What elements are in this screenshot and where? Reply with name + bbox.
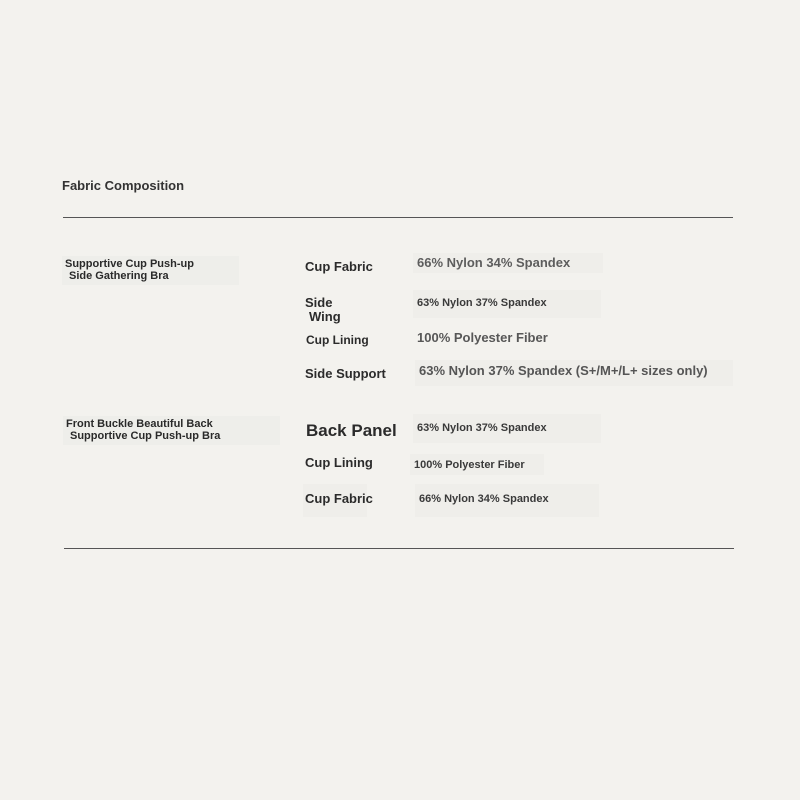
product-name-line1: Supportive Cup Push-up — [65, 258, 194, 270]
composition-value: 100% Polyester Fiber — [410, 454, 544, 475]
part-label: Cup Lining — [305, 455, 373, 470]
part-label-line2: Wing — [309, 309, 341, 324]
part-label — [305, 296, 341, 324]
product-name-line1: Front Buckle Beautiful Back — [66, 418, 213, 430]
part-label: Cup Lining — [306, 333, 369, 347]
bottom-divider — [64, 548, 734, 549]
composition-value: 63% Nylon 37% Spandex (S+/M+/L+ sizes only) — [415, 360, 733, 386]
product-name-line2: Side Gathering Bra — [69, 270, 169, 282]
composition-value: 63% Nylon 37% Spandex — [413, 414, 601, 443]
part-label: Side Support — [305, 366, 386, 381]
top-divider — [63, 217, 733, 218]
product-name — [62, 256, 239, 285]
product-name — [63, 416, 280, 445]
composition-value: 66% Nylon 34% Spandex — [415, 484, 599, 517]
product-name-line2: Supportive Cup Push-up Bra — [70, 430, 221, 442]
composition-value: 100% Polyester Fiber — [417, 330, 548, 345]
section-title: Fabric Composition — [62, 178, 185, 193]
part-label: Cup Fabric — [305, 491, 373, 506]
part-label-line1: Side — [305, 295, 333, 310]
composition-value: 66% Nylon 34% Spandex — [413, 253, 603, 273]
part-label: Back Panel — [306, 421, 397, 440]
composition-value: 63% Nylon 37% Spandex — [413, 290, 601, 318]
part-label: Cup Fabric — [305, 259, 373, 274]
